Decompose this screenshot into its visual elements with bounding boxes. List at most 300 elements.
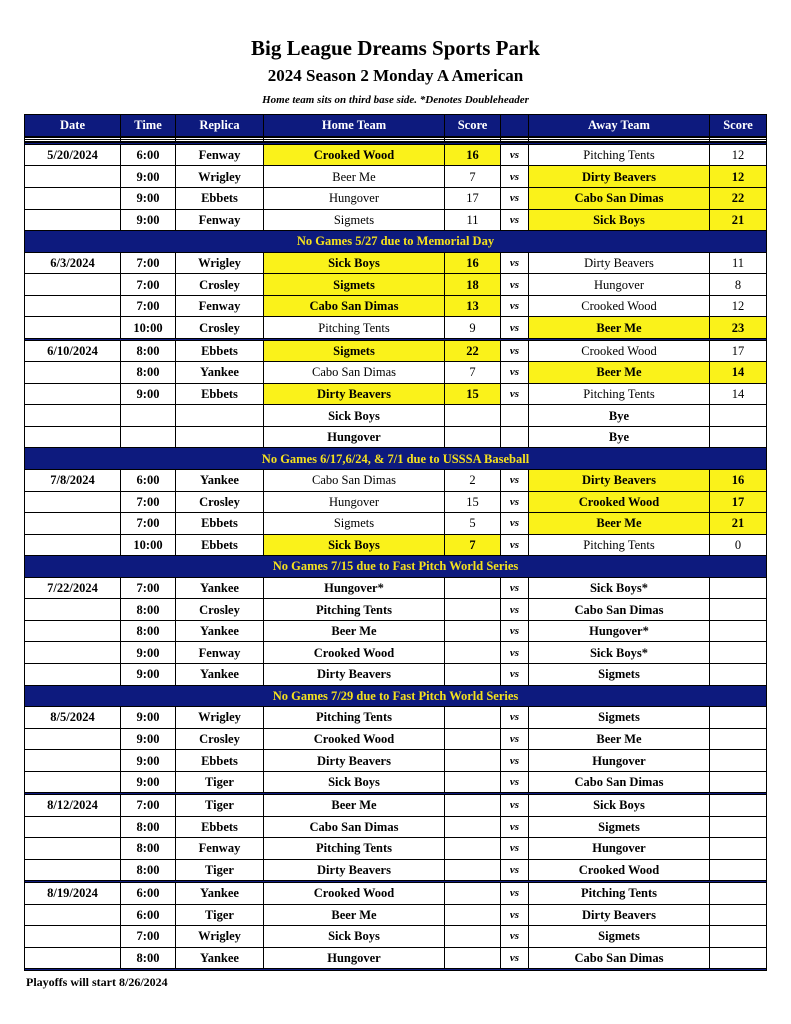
- away-score-cell: [710, 426, 767, 448]
- home-team-cell: Beer Me: [264, 904, 445, 926]
- replica-cell: Fenway: [176, 295, 264, 317]
- away-team-cell: Cabo San Dimas: [529, 187, 710, 209]
- home-team-cell: Beer Me: [264, 166, 445, 188]
- vs-cell: vs: [501, 362, 529, 384]
- home-score-cell: [445, 859, 501, 881]
- away-team-cell: Dirty Beavers: [529, 252, 710, 274]
- game-row: [25, 599, 767, 621]
- home-team-cell: Sigmets: [264, 340, 445, 362]
- time-cell: 9:00: [121, 209, 176, 231]
- vs-cell: vs: [501, 707, 529, 729]
- home-team-cell: Cabo San Dimas: [264, 816, 445, 838]
- replica-cell: Yankee: [176, 362, 264, 384]
- vs-cell: [501, 426, 529, 448]
- home-team-cell: Hungover: [264, 947, 445, 969]
- game-row: [25, 816, 767, 838]
- away-score-cell: 12: [710, 144, 767, 166]
- home-score-cell: [445, 405, 501, 427]
- game-row: [25, 144, 767, 166]
- home-team-cell: Sick Boys: [264, 252, 445, 274]
- home-score-cell: [445, 795, 501, 817]
- away-score-cell: [710, 795, 767, 817]
- date-cell: 8/19/2024: [25, 882, 121, 904]
- replica-cell: Ebbets: [176, 187, 264, 209]
- date-cell: [25, 599, 121, 621]
- separator-band: [25, 556, 767, 578]
- away-score-cell: 12: [710, 166, 767, 188]
- away-team-cell: Sigmets: [529, 926, 710, 948]
- vs-cell: vs: [501, 947, 529, 969]
- date-cell: [25, 947, 121, 969]
- away-team-cell: Beer Me: [529, 317, 710, 339]
- away-team-cell: Sick Boys: [529, 795, 710, 817]
- home-score-cell: [445, 620, 501, 642]
- vs-cell: vs: [501, 295, 529, 317]
- date-cell: [25, 426, 121, 448]
- band-text: No Games 7/29 due to Fast Pitch World Series: [25, 685, 767, 707]
- game-row: [25, 166, 767, 188]
- game-row: [25, 642, 767, 664]
- away-score-cell: [710, 707, 767, 729]
- away-score-cell: 21: [710, 209, 767, 231]
- time-cell: 9:00: [121, 728, 176, 750]
- home-score-cell: [445, 664, 501, 686]
- away-team-cell: Pitching Tents: [529, 534, 710, 556]
- home-score-cell: 7: [445, 534, 501, 556]
- replica-cell: Fenway: [176, 209, 264, 231]
- game-row: [25, 534, 767, 556]
- home-team-cell: Sick Boys: [264, 405, 445, 427]
- column-header: Date: [25, 115, 121, 137]
- vs-cell: vs: [501, 599, 529, 621]
- date-cell: [25, 295, 121, 317]
- home-team-cell: Crooked Wood: [264, 882, 445, 904]
- home-score-cell: [445, 426, 501, 448]
- away-score-cell: [710, 642, 767, 664]
- game-row: [25, 513, 767, 535]
- home-team-cell: Crooked Wood: [264, 642, 445, 664]
- game-row: [25, 664, 767, 686]
- replica-cell: Yankee: [176, 882, 264, 904]
- away-score-cell: [710, 882, 767, 904]
- time-cell: 9:00: [121, 383, 176, 405]
- replica-cell: Wrigley: [176, 166, 264, 188]
- home-team-cell: Sigmets: [264, 513, 445, 535]
- replica-cell: Yankee: [176, 577, 264, 599]
- vs-cell: vs: [501, 816, 529, 838]
- home-score-cell: 16: [445, 252, 501, 274]
- date-cell: 5/20/2024: [25, 144, 121, 166]
- vs-cell: vs: [501, 838, 529, 860]
- away-score-cell: 16: [710, 469, 767, 491]
- away-score-cell: [710, 838, 767, 860]
- replica-cell: Tiger: [176, 771, 264, 793]
- away-score-cell: 11: [710, 252, 767, 274]
- home-team-cell: Hungover: [264, 187, 445, 209]
- game-row: [25, 252, 767, 274]
- replica-cell: Crosley: [176, 317, 264, 339]
- away-team-cell: Sick Boys*: [529, 642, 710, 664]
- vs-cell: vs: [501, 620, 529, 642]
- home-team-cell: Sigmets: [264, 209, 445, 231]
- replica-cell: Ebbets: [176, 340, 264, 362]
- date-cell: [25, 664, 121, 686]
- time-cell: 7:00: [121, 252, 176, 274]
- vs-cell: vs: [501, 469, 529, 491]
- game-row: [25, 838, 767, 860]
- home-score-cell: 16: [445, 144, 501, 166]
- replica-cell: [176, 405, 264, 427]
- vs-cell: vs: [501, 534, 529, 556]
- home-score-cell: 15: [445, 491, 501, 513]
- date-cell: [25, 728, 121, 750]
- vs-cell: vs: [501, 491, 529, 513]
- game-row: [25, 728, 767, 750]
- time-cell: 8:00: [121, 838, 176, 860]
- home-team-cell: Dirty Beavers: [264, 664, 445, 686]
- time-cell: 6:00: [121, 904, 176, 926]
- date-cell: 6/3/2024: [25, 252, 121, 274]
- away-score-cell: [710, 816, 767, 838]
- home-score-cell: [445, 750, 501, 772]
- date-cell: [25, 642, 121, 664]
- vs-cell: vs: [501, 926, 529, 948]
- time-cell: 7:00: [121, 295, 176, 317]
- replica-cell: Ebbets: [176, 534, 264, 556]
- separator-band: [25, 969, 767, 971]
- replica-cell: Wrigley: [176, 926, 264, 948]
- away-team-cell: Pitching Tents: [529, 144, 710, 166]
- replica-cell: Fenway: [176, 838, 264, 860]
- game-row: [25, 707, 767, 729]
- date-cell: [25, 816, 121, 838]
- vs-cell: vs: [501, 642, 529, 664]
- away-score-cell: 21: [710, 513, 767, 535]
- separator-band: [25, 685, 767, 707]
- game-row: [25, 882, 767, 904]
- vs-cell: vs: [501, 728, 529, 750]
- away-score-cell: [710, 599, 767, 621]
- away-team-cell: Sigmets: [529, 664, 710, 686]
- away-team-cell: Cabo San Dimas: [529, 599, 710, 621]
- home-team-cell: Sick Boys: [264, 926, 445, 948]
- column-header: Home Team: [264, 115, 445, 137]
- away-team-cell: Hungover: [529, 750, 710, 772]
- away-team-cell: Bye: [529, 426, 710, 448]
- time-cell: 10:00: [121, 317, 176, 339]
- home-team-cell: Dirty Beavers: [264, 859, 445, 881]
- band-text: No Games 5/27 due to Memorial Day: [25, 231, 767, 253]
- separator-band: [25, 448, 767, 470]
- home-team-cell: Hungover: [264, 491, 445, 513]
- column-header: Away Team: [529, 115, 710, 137]
- home-score-cell: 9: [445, 317, 501, 339]
- vs-cell: vs: [501, 795, 529, 817]
- away-score-cell: [710, 750, 767, 772]
- home-score-cell: [445, 642, 501, 664]
- date-cell: [25, 187, 121, 209]
- home-team-cell: Dirty Beavers: [264, 750, 445, 772]
- home-score-cell: [445, 904, 501, 926]
- table-header-row: [25, 115, 767, 137]
- date-cell: [25, 317, 121, 339]
- date-cell: [25, 859, 121, 881]
- home-score-cell: 2: [445, 469, 501, 491]
- time-cell: 7:00: [121, 491, 176, 513]
- home-score-cell: [445, 771, 501, 793]
- date-cell: 8/5/2024: [25, 707, 121, 729]
- vs-cell: vs: [501, 664, 529, 686]
- home-team-cell: Sigmets: [264, 274, 445, 296]
- time-cell: 8:00: [121, 362, 176, 384]
- away-score-cell: [710, 620, 767, 642]
- date-cell: [25, 362, 121, 384]
- home-team-cell: Crooked Wood: [264, 144, 445, 166]
- time-cell: 6:00: [121, 882, 176, 904]
- replica-cell: Ebbets: [176, 816, 264, 838]
- page-subtitle: 2024 Season 2 Monday A American: [267, 66, 524, 85]
- vs-cell: vs: [501, 144, 529, 166]
- date-cell: [25, 926, 121, 948]
- date-cell: [25, 534, 121, 556]
- away-score-cell: [710, 904, 767, 926]
- schedule-note: Home team sits on third base side. *Denotes Doubleheader: [262, 94, 529, 106]
- away-score-cell: [710, 859, 767, 881]
- schedule-table: [24, 114, 767, 971]
- date-cell: [25, 383, 121, 405]
- home-team-cell: Sick Boys: [264, 771, 445, 793]
- home-score-cell: [445, 882, 501, 904]
- game-row: [25, 947, 767, 969]
- page-title: Big League Dreams Sports Park: [251, 36, 540, 60]
- away-team-cell: Sigmets: [529, 816, 710, 838]
- time-cell: 7:00: [121, 926, 176, 948]
- time-cell: 8:00: [121, 599, 176, 621]
- column-header: [501, 115, 529, 137]
- time-cell: [121, 426, 176, 448]
- date-cell: [25, 750, 121, 772]
- vs-cell: vs: [501, 577, 529, 599]
- vs-cell: vs: [501, 166, 529, 188]
- away-team-cell: Beer Me: [529, 362, 710, 384]
- home-score-cell: [445, 926, 501, 948]
- away-score-cell: 0: [710, 534, 767, 556]
- home-team-cell: Cabo San Dimas: [264, 469, 445, 491]
- game-row: [25, 771, 767, 793]
- away-team-cell: Crooked Wood: [529, 340, 710, 362]
- replica-cell: [176, 426, 264, 448]
- home-team-cell: Pitching Tents: [264, 599, 445, 621]
- game-row: [25, 859, 767, 881]
- time-cell: 10:00: [121, 534, 176, 556]
- replica-cell: Tiger: [176, 795, 264, 817]
- replica-cell: Yankee: [176, 947, 264, 969]
- away-team-cell: Hungover: [529, 838, 710, 860]
- time-cell: 7:00: [121, 513, 176, 535]
- game-row: [25, 577, 767, 599]
- away-team-cell: Bye: [529, 405, 710, 427]
- time-cell: 7:00: [121, 795, 176, 817]
- time-cell: [121, 405, 176, 427]
- vs-cell: vs: [501, 859, 529, 881]
- time-cell: 7:00: [121, 274, 176, 296]
- game-row: [25, 340, 767, 362]
- time-cell: 8:00: [121, 620, 176, 642]
- away-score-cell: 23: [710, 317, 767, 339]
- date-cell: [25, 838, 121, 860]
- home-score-cell: [445, 947, 501, 969]
- game-row: [25, 426, 767, 448]
- home-score-cell: [445, 599, 501, 621]
- time-cell: 9:00: [121, 642, 176, 664]
- home-score-cell: 7: [445, 166, 501, 188]
- date-cell: [25, 904, 121, 926]
- away-team-cell: Cabo San Dimas: [529, 947, 710, 969]
- time-cell: 9:00: [121, 187, 176, 209]
- date-cell: [25, 771, 121, 793]
- away-score-cell: [710, 728, 767, 750]
- column-header: Time: [121, 115, 176, 137]
- game-row: [25, 904, 767, 926]
- home-team-cell: Pitching Tents: [264, 317, 445, 339]
- away-team-cell: Dirty Beavers: [529, 469, 710, 491]
- away-team-cell: Crooked Wood: [529, 859, 710, 881]
- away-score-cell: [710, 926, 767, 948]
- game-row: [25, 187, 767, 209]
- time-cell: 6:00: [121, 144, 176, 166]
- away-score-cell: 12: [710, 295, 767, 317]
- home-score-cell: 15: [445, 383, 501, 405]
- time-cell: 8:00: [121, 340, 176, 362]
- away-team-cell: Cabo San Dimas: [529, 771, 710, 793]
- away-score-cell: 14: [710, 362, 767, 384]
- away-team-cell: Pitching Tents: [529, 383, 710, 405]
- home-score-cell: 13: [445, 295, 501, 317]
- game-row: [25, 795, 767, 817]
- replica-cell: Tiger: [176, 859, 264, 881]
- away-team-cell: Crooked Wood: [529, 295, 710, 317]
- home-team-cell: Pitching Tents: [264, 707, 445, 729]
- away-team-cell: Sick Boys*: [529, 577, 710, 599]
- away-team-cell: Dirty Beavers: [529, 904, 710, 926]
- date-cell: [25, 166, 121, 188]
- home-team-cell: Hungover: [264, 426, 445, 448]
- game-row: [25, 362, 767, 384]
- date-cell: [25, 513, 121, 535]
- replica-cell: Yankee: [176, 664, 264, 686]
- home-team-cell: Sick Boys: [264, 534, 445, 556]
- playoffs-note: Playoffs will start 8/26/2024: [26, 975, 168, 989]
- vs-cell: vs: [501, 274, 529, 296]
- replica-cell: Yankee: [176, 469, 264, 491]
- home-score-cell: 18: [445, 274, 501, 296]
- band-text: No Games 7/15 due to Fast Pitch World Series: [25, 556, 767, 578]
- home-score-cell: [445, 816, 501, 838]
- home-score-cell: 7: [445, 362, 501, 384]
- replica-cell: Crosley: [176, 728, 264, 750]
- away-score-cell: [710, 664, 767, 686]
- game-row: [25, 317, 767, 339]
- away-team-cell: Sick Boys: [529, 209, 710, 231]
- column-header: Score: [445, 115, 501, 137]
- away-team-cell: Hungover*: [529, 620, 710, 642]
- game-row: [25, 209, 767, 231]
- band-text: [25, 969, 767, 971]
- game-row: [25, 926, 767, 948]
- game-row: [25, 383, 767, 405]
- home-team-cell: Cabo San Dimas: [264, 295, 445, 317]
- home-score-cell: [445, 707, 501, 729]
- date-cell: [25, 209, 121, 231]
- game-row: [25, 620, 767, 642]
- away-team-cell: Crooked Wood: [529, 491, 710, 513]
- replica-cell: Crosley: [176, 274, 264, 296]
- away-team-cell: Dirty Beavers: [529, 166, 710, 188]
- game-row: [25, 295, 767, 317]
- date-cell: 6/10/2024: [25, 340, 121, 362]
- time-cell: 7:00: [121, 577, 176, 599]
- away-score-cell: 8: [710, 274, 767, 296]
- time-cell: 6:00: [121, 469, 176, 491]
- home-team-cell: Dirty Beavers: [264, 383, 445, 405]
- home-score-cell: [445, 728, 501, 750]
- time-cell: 8:00: [121, 859, 176, 881]
- away-score-cell: 14: [710, 383, 767, 405]
- date-cell: 7/22/2024: [25, 577, 121, 599]
- column-header: Score: [710, 115, 767, 137]
- away-team-cell: Pitching Tents: [529, 882, 710, 904]
- away-score-cell: [710, 405, 767, 427]
- date-cell: 8/12/2024: [25, 795, 121, 817]
- vs-cell: vs: [501, 209, 529, 231]
- date-cell: 7/8/2024: [25, 469, 121, 491]
- time-cell: 9:00: [121, 707, 176, 729]
- vs-cell: vs: [501, 340, 529, 362]
- vs-cell: vs: [501, 252, 529, 274]
- home-score-cell: 5: [445, 513, 501, 535]
- away-team-cell: Beer Me: [529, 728, 710, 750]
- home-team-cell: Cabo San Dimas: [264, 362, 445, 384]
- date-cell: [25, 620, 121, 642]
- replica-cell: Ebbets: [176, 513, 264, 535]
- time-cell: 9:00: [121, 166, 176, 188]
- game-row: [25, 469, 767, 491]
- replica-cell: Crosley: [176, 491, 264, 513]
- replica-cell: Fenway: [176, 642, 264, 664]
- replica-cell: Crosley: [176, 599, 264, 621]
- vs-cell: vs: [501, 771, 529, 793]
- vs-cell: vs: [501, 904, 529, 926]
- date-cell: [25, 405, 121, 427]
- away-score-cell: [710, 771, 767, 793]
- vs-cell: [501, 405, 529, 427]
- band-text: No Games 6/17,6/24, & 7/1 due to USSSA Baseball: [25, 448, 767, 470]
- vs-cell: vs: [501, 187, 529, 209]
- date-cell: [25, 274, 121, 296]
- vs-cell: vs: [501, 317, 529, 339]
- home-team-cell: Beer Me: [264, 795, 445, 817]
- away-score-cell: [710, 947, 767, 969]
- home-score-cell: 17: [445, 187, 501, 209]
- home-team-cell: Crooked Wood: [264, 728, 445, 750]
- vs-cell: vs: [501, 513, 529, 535]
- home-score-cell: 22: [445, 340, 501, 362]
- vs-cell: vs: [501, 383, 529, 405]
- vs-cell: vs: [501, 882, 529, 904]
- home-team-cell: Hungover*: [264, 577, 445, 599]
- time-cell: 8:00: [121, 947, 176, 969]
- away-score-cell: 17: [710, 491, 767, 513]
